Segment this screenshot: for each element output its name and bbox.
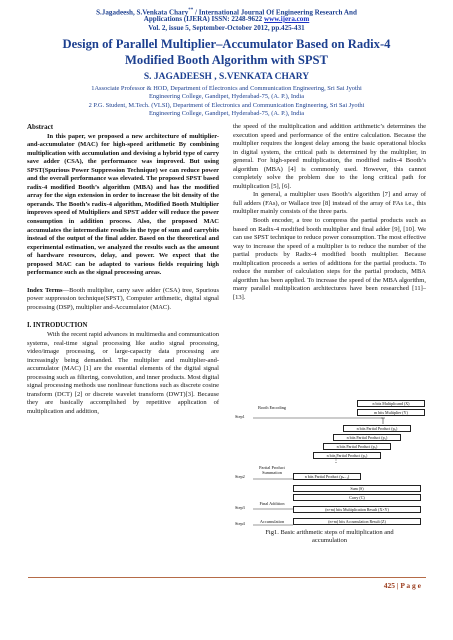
box-multiplication-result: (n+m) bits Multiplication Result (X×Y) [293,506,421,513]
abstract-text: In this paper, we proposed a new architecture of multiplier-and-accumulator (MAC) for high-speed arithmetic By combining multiplication with accumulation and devising a hybrid type of carry save adder (CSA), the performance was improved. But using SPST(Spurious Power Suppression Technique) we can reduce power and the overall performance was elevated. The proposed SPST based radix-4 modified Booth’s algorithm (MBA) and has the modified array for the sign extension in order to increase the bit density of the operands. The Booth’s radix-4 algorithm, Modified Booth Multiplier improves speed of Multipliers and SPST adder will reduce the power consumption in addition process. Also, the proposed MAC accumulates the intermediate results in the type of sum and carrybits instead of the output of the final adder. Based on the theoretical and experimental estimation, we analyzed the results such as the amount of hardware resources, delay, and power. We expect that the proposed MAC can be adapted to various fields requiring high performance such as the signal processing areas. [27,132,219,277]
box-sum: Sum (S) [293,485,421,492]
left-column [27,123,219,417]
index-terms [27,287,219,313]
box-partial-product-2: n bits Partial Product (p₂) [323,443,391,450]
affiliation-line: 2 P.G. Student, M.Tech. (VLSI), Department of Electronics and Communication Engineering, Sri Sai Jyothi [88,101,365,109]
paper-title-line2: Modified Booth Algorithm with SPST [125,53,328,67]
step-label: Step4 [235,521,245,526]
stage-final-addition: Final Addition [259,501,285,506]
index-terms-text: —Booth multiplier, carry save adder (CSA) tree, Spurious power suppression technique(SPST), Computer arithmetic, digital signal processing (DSP), multiplier and-Accumulator (MAC). [27,286,219,311]
affiliation-line: Engineering College, Gandipet, Hyderabad-75, (A. P.), India [148,93,305,101]
journal-website-link[interactable]: www.ijera.com [263,15,310,23]
right-paragraph-3: Booth encoder, a tree to compress the partial products such as based on Radix-4 modified booth multiplier and final adder [9], [10]. We can use SPST technique to reduce power consumption. The most effective way to increase the speed of a multiplier is to reduce the number of the partial products by Radix-4 modified booth multiplier. Because multiplication proceeds a series of additions for the partial products. To reduce the number of calculation steps for the partial products, MBA algorithm has been applied. To increase the speed of the MBA algorithm, many parallel multiplication architectures have been researched [11]–[13]. [233,217,426,301]
box-multiplicand: n bits Multiplicand (X) [357,400,425,407]
abstract-heading: Abstract [27,123,54,131]
index-terms-label: Index Terms [27,286,63,294]
box-partial-product-n-1: n bits Partial Product (pₙ₋₁) [293,473,361,480]
step-label: Step2 [235,474,245,479]
paper-title-line1: Design of Parallel Multiplier–Accumulator Based on Radix-4 [62,37,391,51]
journal-header-line1: S.Jagadeesh, S.Venkata Chary** / International Journal Of Engineering Research And [96,8,357,17]
step-label: Step3 [235,505,245,510]
introduction-heading: I. INTRODUCTION [27,322,88,330]
introduction-text: With the recent rapid advances in multimedia and communication systems, real-time signal processing like audio signal processing, video/image processing, or large-capacity data processing are increasingly being demanded. The multiplier and multiplier-and-accumulator (MAC) [1] are the essential elements of the digital signal processing such as filtering, convolution, and inner products. Most digital signal processing methods use nonlinear functions such as discrete cosine transform (DCT) [2] or discrete wavelet transform (DWT)[3]. Because they are basically accomplished by repetitive application of multiplication and addition, [27,331,219,415]
stage-booth-encoding: Booth Encoding [257,405,287,410]
stage-accumulation: Accumulation [259,519,285,524]
box-partial-product-3: n bits Partial Product (p₃) [313,452,381,459]
figure-caption-line: Fig1. Basic arithmetic steps of multiplication and [265,529,394,536]
affiliation-line: Engineering College, Gandipet, Hyderabad-75, (A. P.), India [148,109,305,117]
box-accumulation-result: (n+m) bits Accumulation Result (Z) [293,518,421,525]
right-column [233,123,426,302]
journal-header-line2: Applications (IJERA) ISSN: 2248-9622 www.ijera.com [143,15,310,23]
right-paragraph-2: In general, a multiplier uses Booth’s algorithm [7] and array of full adders (FAs), or Wallace tree [8] instead of the array of FAs i.e., this multiplier mainly consists of the three parts. [233,191,426,216]
box-partial-product-1: n bits Partial Product (p₁) [333,434,401,441]
box-partial-product-0: n bits Partial Product (p₀) [343,425,411,432]
ellipsis-dots: ⋮ [333,458,339,464]
figure-caption [233,529,426,545]
step-label: Step1 [235,414,245,419]
box-multiplier: m bits Multiplier (Y) [357,409,425,416]
figure-caption-line: accumulation [311,537,347,544]
figure-1-diagram [233,397,426,549]
affiliation-line: 1Associate Professor & HOD, Department of Electronics and Communication Engineering, Sri Sai Jyothi [91,85,362,92]
journal-header-line3: Vol. 2, issue 5, September-October 2012, pp.425-431 [148,24,305,32]
paper-authors: S. JAGADEESH , S.VENKATA CHARY [143,72,310,82]
right-paragraph-1: the speed of the multiplication and addition arithmetic’s determines the execution speed and performance of the entire calculation. Because the multiplier requires the longest delay among the basic operational blocks in digital system, the critical path is determined by the multiplier, in general. For high-speed multiplication, the modified radix-4 Booth’s algorithm (MBA) [4] is commonly used. However, this cannot completely solve the problem due to the long critical path for multiplication [5], [6]. [233,123,426,190]
affiliations [30,85,423,118]
box-carry: Carry (C) [293,494,421,501]
page-number: 425 | P a g e [383,581,421,590]
footer-rule [28,577,426,578]
stage-partial-product-summation: Partial Product Summation [259,465,285,475]
